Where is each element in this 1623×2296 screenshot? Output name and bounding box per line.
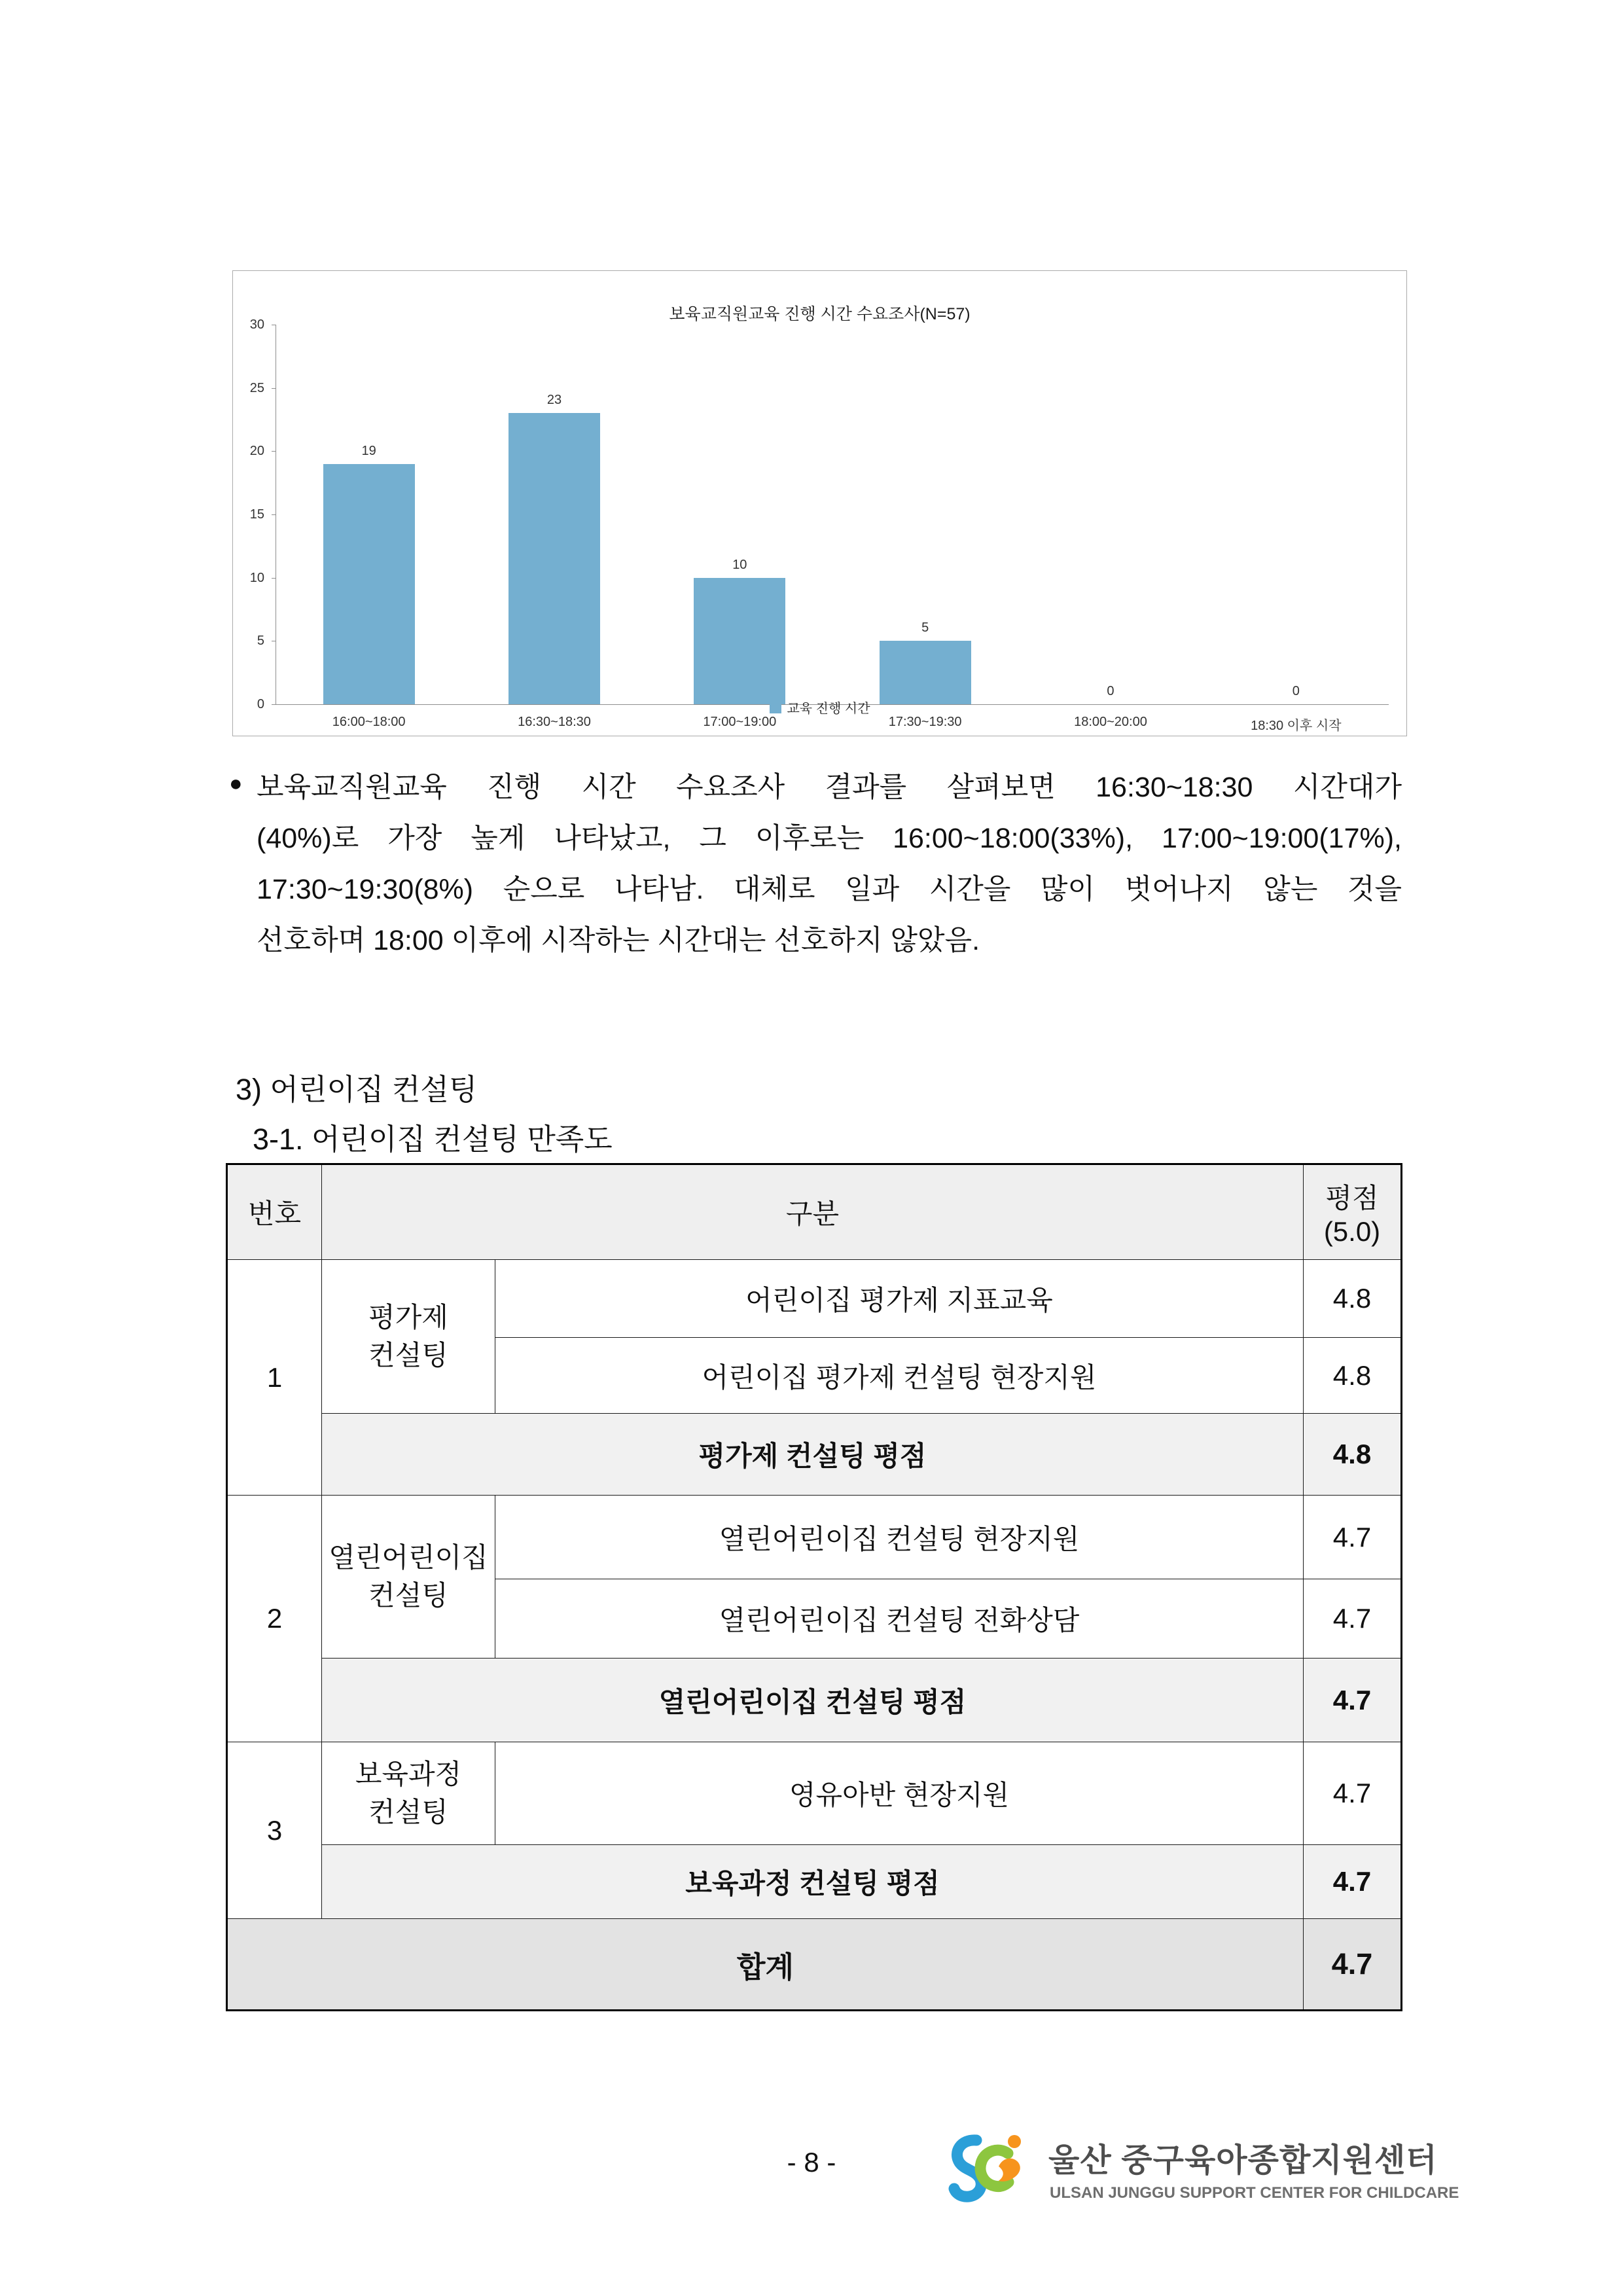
table-row xyxy=(227,1742,1402,1845)
header-no: 번호 xyxy=(227,1164,322,1260)
bar-slot xyxy=(276,325,461,704)
category-line: 컨설팅 xyxy=(368,1580,448,1611)
y-tick-label: 5 xyxy=(257,634,264,649)
group-category xyxy=(322,1496,495,1659)
section-heading: 3) 어린이집 컨설팅 xyxy=(236,1073,478,1106)
item-label: 영유아반 현장지원 xyxy=(495,1742,1304,1845)
summary-score: 4.7 xyxy=(1304,1659,1402,1742)
y-tick-label: 15 xyxy=(249,507,264,522)
y-tick-mark xyxy=(272,514,276,515)
center-logo-icon xyxy=(948,2131,1034,2210)
bar-value-label: 0 xyxy=(1107,684,1115,698)
header-score xyxy=(1304,1164,1402,1260)
y-tick-label: 10 xyxy=(249,570,264,585)
group-summary-row xyxy=(227,1659,1402,1742)
summary-label: 평가제 컨설팅 평점 xyxy=(322,1414,1304,1496)
y-tick-label: 25 xyxy=(249,380,264,395)
paragraph-line: (40%)로 가장 높게 나타났고, 그 이후로는 16:00~18:00(33%), 17:00~19:00(17%), xyxy=(257,823,1402,854)
group-no: 1 xyxy=(227,1260,322,1496)
total-score: 4.7 xyxy=(1304,1919,1402,2011)
chart-title: 보육교직원교육 진행 시간 수요조사(N=57) xyxy=(669,305,971,323)
item-label: 어린이집 평가제 지표교육 xyxy=(495,1260,1304,1338)
table-row xyxy=(227,1496,1402,1579)
y-tick-mark xyxy=(272,578,276,579)
item-score: 4.7 xyxy=(1304,1496,1402,1579)
bar-slot xyxy=(1204,325,1389,704)
item-label: 열린어린이집 컨설팅 현장지원 xyxy=(495,1496,1304,1579)
org-name-korean: 울산 중구육아종합지원센터 xyxy=(1048,2143,1438,2178)
y-tick-label: 30 xyxy=(249,317,264,332)
bar xyxy=(323,464,415,704)
y-tick-mark xyxy=(272,388,276,389)
paragraph-line: 보육교직원교육 진행 시간 수요조사 결과를 살펴보면 16:30~18:30 시간대가 xyxy=(257,772,1402,803)
table-row xyxy=(227,1260,1402,1338)
y-tick-mark xyxy=(272,451,276,452)
chart-legend xyxy=(769,698,870,717)
group-category xyxy=(322,1742,495,1845)
header-category: 구분 xyxy=(322,1164,1304,1260)
group-summary-row xyxy=(227,1414,1402,1496)
y-tick-mark xyxy=(272,704,276,705)
group-summary-row xyxy=(227,1845,1402,1919)
org-name-english: ULSAN JUNGGU SUPPORT CENTER FOR CHILDCARE xyxy=(1050,2184,1459,2202)
total-label: 합계 xyxy=(227,1919,1304,2011)
group-no: 3 xyxy=(227,1742,322,1919)
bar-slot xyxy=(461,325,647,704)
summary-label: 열린어린이집 컨설팅 평점 xyxy=(322,1659,1304,1742)
bar-value-label: 23 xyxy=(546,393,562,408)
bullet-icon: ● xyxy=(229,771,243,796)
item-score: 4.8 xyxy=(1304,1338,1402,1414)
chart-findings-paragraph xyxy=(228,762,1402,966)
bar xyxy=(508,413,600,704)
bar xyxy=(880,641,971,704)
category-line: 평가제 xyxy=(368,1302,448,1333)
bar xyxy=(694,578,785,704)
x-axis-label: 18:00~20:00 xyxy=(1074,715,1147,729)
item-label: 열린어린이집 컨설팅 전화상담 xyxy=(495,1579,1304,1659)
bar-slot xyxy=(832,325,1018,704)
bar-value-label: 10 xyxy=(732,557,747,572)
y-tick-label: 20 xyxy=(249,444,264,459)
page-number: - 8 - xyxy=(787,2147,836,2178)
category-line: 컨설팅 xyxy=(368,1797,448,1827)
category-line: 열린어린이집 xyxy=(329,1542,488,1573)
category-line: 보육과정 xyxy=(355,1759,462,1789)
bar-value-label: 0 xyxy=(1292,684,1300,698)
y-tick-label: 0 xyxy=(257,697,264,711)
bar-value-label: 5 xyxy=(921,620,929,636)
paragraph-line: 선호하며 18:00 이후에 시작하는 시간대는 선호하지 않았음. xyxy=(257,925,980,956)
subsection-heading: 3-1. 어린이집 컨설팅 만족도 xyxy=(253,1122,613,1156)
table-total-row xyxy=(227,1919,1402,2011)
item-score: 4.7 xyxy=(1304,1579,1402,1659)
bar-slot xyxy=(647,325,832,704)
legend-color-swatch xyxy=(769,702,781,713)
bar-value-label: 19 xyxy=(361,443,376,458)
paragraph-line: 17:30~19:30(8%) 순으로 나타남. 대체로 일과 시간을 많이 벗어나지 않는 것을 xyxy=(257,874,1402,905)
x-axis-label: 17:00~19:00 xyxy=(703,715,777,729)
chart-categories xyxy=(276,325,1389,704)
item-label: 어린이집 평가제 컨설팅 현장지원 xyxy=(495,1338,1304,1414)
summary-score: 4.7 xyxy=(1304,1845,1402,1919)
x-axis-label: 18:30 이후 시작 xyxy=(1251,719,1342,733)
header-score-scale: (5.0) xyxy=(1323,1216,1381,1247)
header-score-label: 평점 xyxy=(1325,1183,1379,1213)
item-score: 4.7 xyxy=(1304,1742,1402,1845)
x-axis-label: 17:30~19:30 xyxy=(888,715,962,729)
table-header-row xyxy=(227,1164,1402,1260)
x-axis-labels xyxy=(276,715,1389,734)
category-line: 컨설팅 xyxy=(368,1340,448,1371)
bar-slot xyxy=(1018,325,1203,704)
x-axis-label: 16:00~18:00 xyxy=(332,715,406,729)
item-score: 4.8 xyxy=(1304,1260,1402,1338)
legend-label: 교육 진행 시간 xyxy=(787,702,870,716)
summary-score: 4.8 xyxy=(1304,1414,1402,1496)
consulting-satisfaction-table xyxy=(226,1163,1402,2011)
x-axis-label: 16:30~18:30 xyxy=(518,715,591,729)
group-category xyxy=(322,1260,495,1414)
bullet-text xyxy=(257,762,1402,966)
group-no: 2 xyxy=(227,1496,322,1742)
summary-label: 보육과정 컨설팅 평점 xyxy=(322,1845,1304,1919)
survey-bar-chart xyxy=(232,270,1407,736)
